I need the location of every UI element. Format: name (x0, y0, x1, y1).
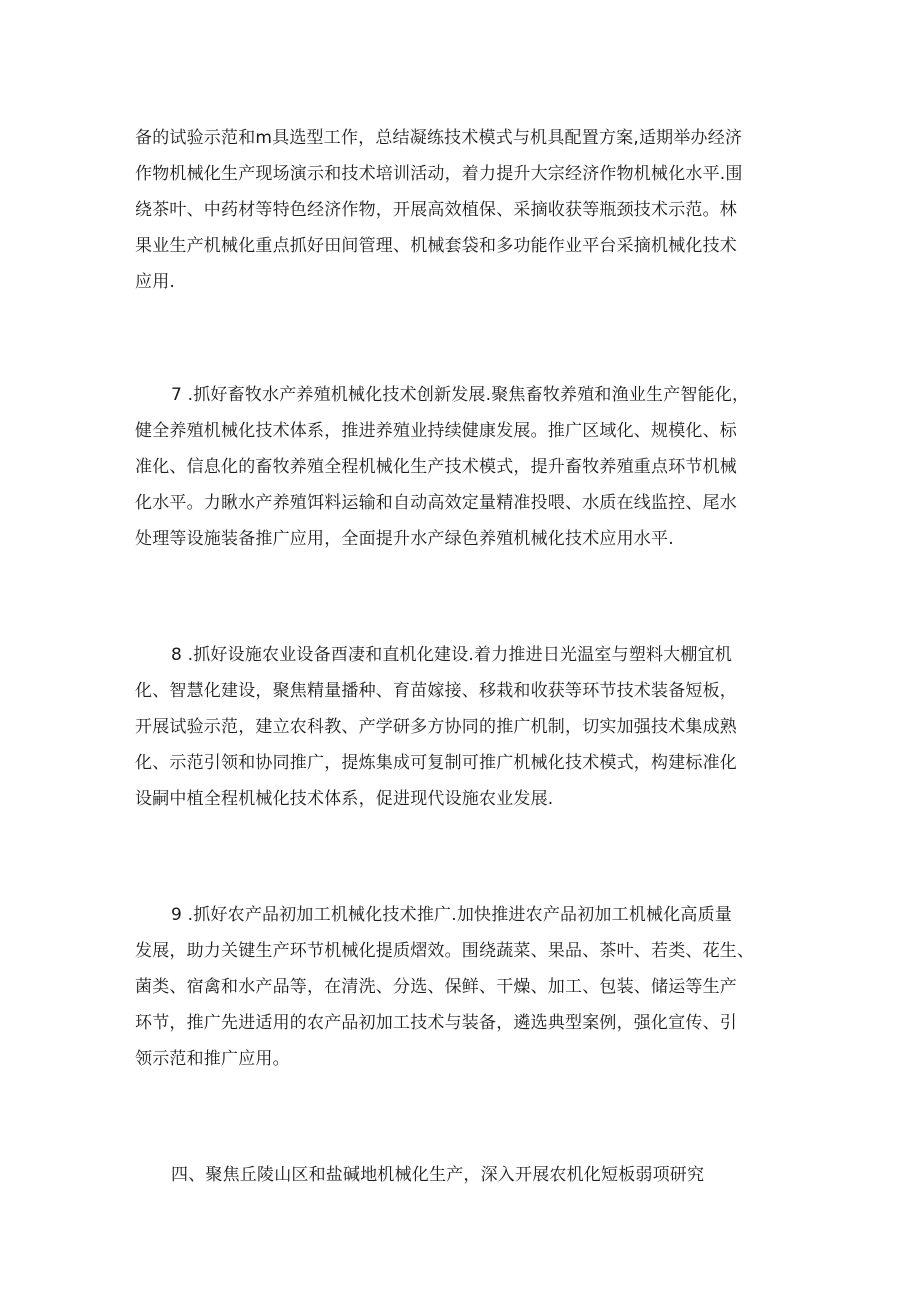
text-line: 准化、信息化的畜牧养殖全程机械化生产技术模式，提升畜牧养殖重点环节机械 (135, 457, 737, 477)
text-line: 健全养殖机械化技术体系，推进养殖业持续健康发展。推广区域化、规模化、标 (135, 421, 737, 441)
text-line: 环节，推广先进适用的农产品初加工技术与装备，遴选典型案例，强化宣传、引 (135, 1013, 737, 1033)
paragraph-item-8 (135, 637, 795, 817)
text-line: 化、智慧化建设，聚焦精量播种、育苗嫁接、移栽和收获等环节技术装备短板， (135, 681, 737, 701)
text-line: 发展，助力关键生产环节机械化提质熠效。围绕蔬菜、果品、茶叶、若类、花生、 (135, 941, 755, 961)
text-line: 处理等设施装备推广应用，全面提升水产绿色养殖机械化技术应用水平. (135, 529, 674, 549)
paragraph-economic-crops (135, 120, 795, 300)
text-line: 果业生产机械化重点抓好田间管理、机械套袋和多功能作业平台采摘机械化技术 (135, 236, 737, 256)
text-line: 设嗣中植全程机械化技术体系，促进现代设施农业发展. (135, 789, 554, 809)
heading-text: 四、聚焦丘陵山区和盐碱地机械化生产，深入开展农机化短板弱项研究 (171, 1165, 705, 1185)
text-line: 备的试验示范和m具选型工作，总结凝练技术模式与机具配置方案,适期举办经济 (135, 128, 743, 148)
text-line: 9 .抓好农产品初加工机械化技术推广.加快推进农产品初加工机械化高质量 (171, 905, 733, 925)
paragraph-item-7 (135, 377, 795, 557)
text-line: 绕茶叶、中药材等特色经济作物，开展高效植保、采摘收获等瓶颈技术示范。林 (135, 200, 737, 220)
text-line: 化水平。力瞅水产养殖饵料运输和自动高效定量精准投喂、水质在线监控、尾水 (135, 493, 737, 513)
text-line: 应用. (135, 272, 176, 292)
text-line: 开展试验示范，建立农科教、产学研多方协同的推广机制，切实加强技术集成熟 (135, 717, 737, 737)
text-line: 7 .抓好畜牧水产养殖机械化技术创新发展.聚焦畜牧养殖和渔业生产智能化， (171, 385, 750, 405)
paragraph-item-9 (135, 897, 795, 1077)
section-heading-four (135, 1157, 795, 1193)
text-line: 化、示范引领和协同推广，提炼集成可复制可推广机械化技术模式，构建标准化 (135, 753, 737, 773)
text-line: 领示范和推广应用。 (135, 1049, 290, 1069)
text-line: 作物机械化生产现场演示和技术培训活动，着力提升大宗经济作物机械化水平.围 (135, 164, 743, 184)
text-line: 8 .抓好设施农业设备酉凄和直机化建设.着力推进日光温室与塑料大棚宜机 (171, 645, 733, 665)
text-line: 菌类、宿禽和水产品等，在清洗、分选、保鲜、干燥、加工、包装、储运等生产 (135, 977, 737, 997)
